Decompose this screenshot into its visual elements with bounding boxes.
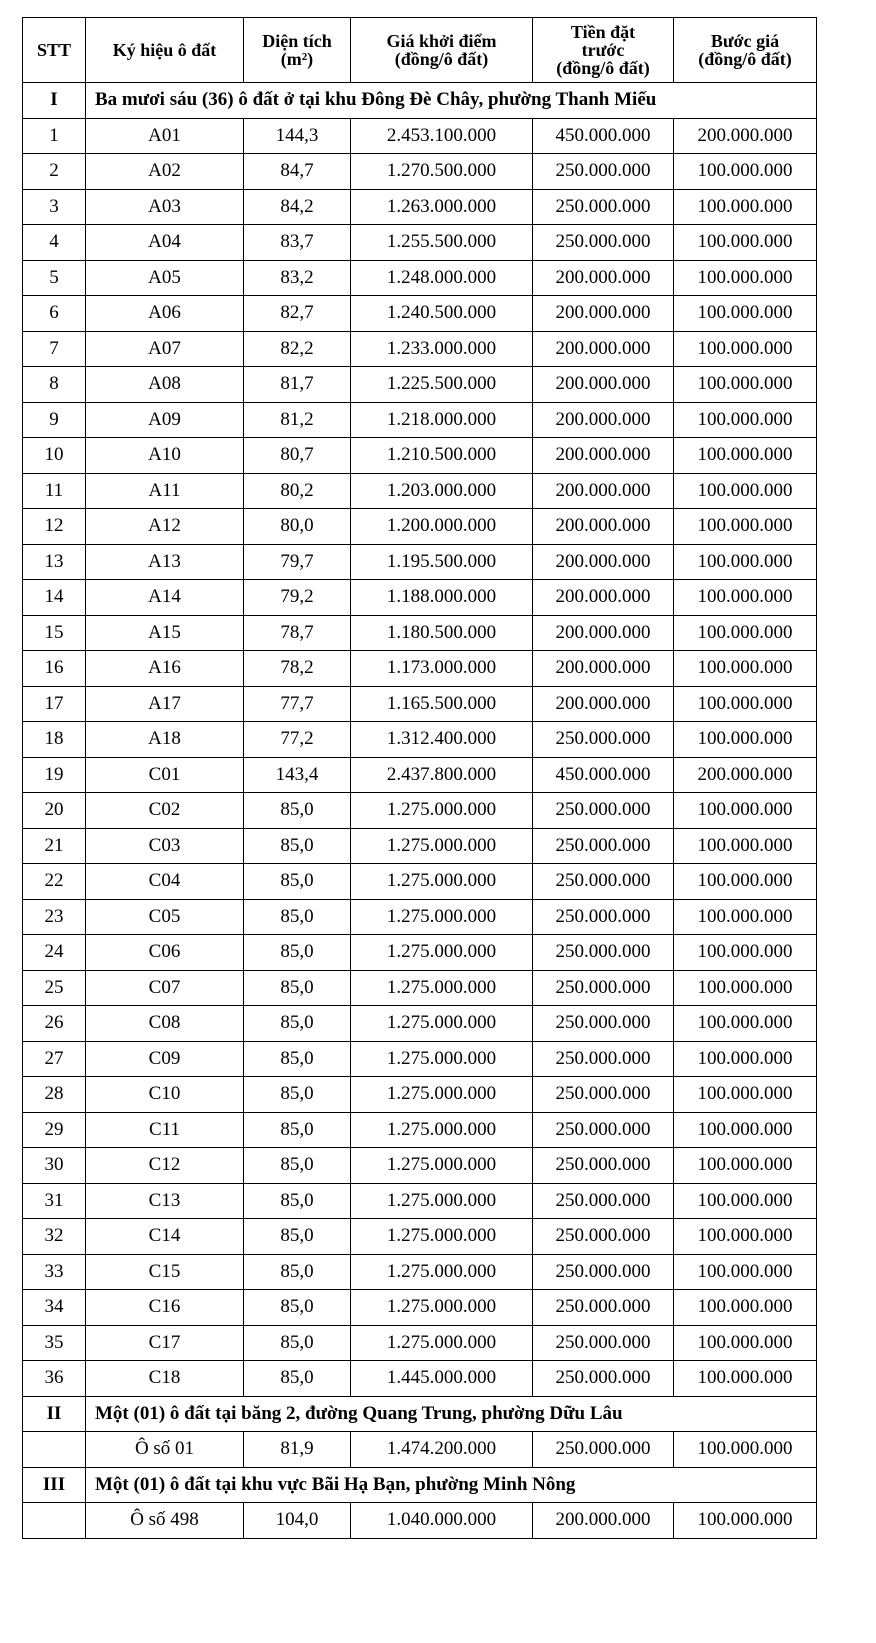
- cell-deposit: 200.000.000: [533, 686, 674, 722]
- cell-price-step: 100.000.000: [674, 225, 817, 261]
- cell-area: 80,0: [244, 509, 351, 545]
- cell-code: C15: [86, 1254, 244, 1290]
- cell-start-price: 1.275.000.000: [351, 1290, 533, 1326]
- cell-code: Ô số 498: [86, 1503, 244, 1539]
- cell-code: A14: [86, 580, 244, 616]
- cell-start-price: 1.445.000.000: [351, 1361, 533, 1397]
- cell-start-price: 1.275.000.000: [351, 970, 533, 1006]
- cell-stt: 20: [23, 793, 86, 829]
- cell-start-price: 1.263.000.000: [351, 189, 533, 225]
- cell-price-step: 100.000.000: [674, 154, 817, 190]
- table-row: [23, 1290, 817, 1326]
- cell-start-price: 1.275.000.000: [351, 1112, 533, 1148]
- cell-stt: 17: [23, 686, 86, 722]
- cell-start-price: 1.233.000.000: [351, 331, 533, 367]
- table-row: [23, 367, 817, 403]
- cell-price-step: 200.000.000: [674, 118, 817, 154]
- header-code: Ký hiệu ô đất: [86, 18, 244, 83]
- cell-price-step: 100.000.000: [674, 473, 817, 509]
- section-title: Một (01) ô đất tại băng 2, đường Quang Trung, phường Dữu Lâu: [86, 1396, 817, 1432]
- cell-area: 82,7: [244, 296, 351, 332]
- cell-code: A04: [86, 225, 244, 261]
- cell-deposit: 250.000.000: [533, 1148, 674, 1184]
- table-row: [23, 935, 817, 971]
- cell-start-price: 1.195.500.000: [351, 544, 533, 580]
- cell-deposit: 200.000.000: [533, 473, 674, 509]
- cell-deposit: 250.000.000: [533, 1361, 674, 1397]
- table-row: [23, 189, 817, 225]
- cell-start-price: 1.275.000.000: [351, 1148, 533, 1184]
- cell-stt: 21: [23, 828, 86, 864]
- cell-area: 77,2: [244, 722, 351, 758]
- cell-area: 85,0: [244, 1183, 351, 1219]
- cell-area: 85,0: [244, 1219, 351, 1255]
- cell-start-price: 1.275.000.000: [351, 1041, 533, 1077]
- cell-code: C01: [86, 757, 244, 793]
- cell-stt: 36: [23, 1361, 86, 1397]
- cell-start-price: 1.474.200.000: [351, 1432, 533, 1468]
- cell-area: 85,0: [244, 970, 351, 1006]
- cell-deposit: 250.000.000: [533, 225, 674, 261]
- cell-price-step: 100.000.000: [674, 367, 817, 403]
- cell-price-step: 100.000.000: [674, 615, 817, 651]
- table-row: [23, 1219, 817, 1255]
- cell-code: A07: [86, 331, 244, 367]
- section-row: [23, 1467, 817, 1503]
- table-row: [23, 473, 817, 509]
- cell-deposit: 250.000.000: [533, 864, 674, 900]
- cell-price-step: 100.000.000: [674, 260, 817, 296]
- cell-deposit: 200.000.000: [533, 544, 674, 580]
- cell-code: C05: [86, 899, 244, 935]
- table-row: [23, 1361, 817, 1397]
- table-row: [23, 1148, 817, 1184]
- cell-deposit: 250.000.000: [533, 1219, 674, 1255]
- table-row: [23, 580, 817, 616]
- cell-start-price: 1.275.000.000: [351, 1077, 533, 1113]
- cell-area: 85,0: [244, 864, 351, 900]
- table-row: [23, 1432, 817, 1468]
- cell-price-step: 100.000.000: [674, 1503, 817, 1539]
- cell-price-step: 100.000.000: [674, 1006, 817, 1042]
- cell-code: A13: [86, 544, 244, 580]
- cell-stt: 16: [23, 651, 86, 687]
- cell-code: A17: [86, 686, 244, 722]
- cell-area: 80,7: [244, 438, 351, 474]
- cell-price-step: 100.000.000: [674, 1290, 817, 1326]
- cell-deposit: 250.000.000: [533, 1041, 674, 1077]
- cell-deposit: 200.000.000: [533, 1503, 674, 1539]
- cell-start-price: 1.275.000.000: [351, 864, 533, 900]
- cell-deposit: 250.000.000: [533, 1006, 674, 1042]
- cell-area: 85,0: [244, 1148, 351, 1184]
- header-stt: STT: [23, 18, 86, 83]
- cell-start-price: 1.173.000.000: [351, 651, 533, 687]
- cell-stt: 34: [23, 1290, 86, 1326]
- cell-price-step: 100.000.000: [674, 1361, 817, 1397]
- cell-price-step: 100.000.000: [674, 828, 817, 864]
- cell-stt: [23, 1432, 86, 1468]
- cell-area: 85,0: [244, 935, 351, 971]
- table-row: [23, 864, 817, 900]
- cell-stt: 35: [23, 1325, 86, 1361]
- cell-stt: 32: [23, 1219, 86, 1255]
- cell-code: C11: [86, 1112, 244, 1148]
- cell-code: A16: [86, 651, 244, 687]
- cell-area: 80,2: [244, 473, 351, 509]
- cell-deposit: 450.000.000: [533, 118, 674, 154]
- cell-stt: 14: [23, 580, 86, 616]
- cell-area: 78,2: [244, 651, 351, 687]
- table-row: [23, 118, 817, 154]
- section-number: II: [23, 1396, 86, 1432]
- cell-deposit: 250.000.000: [533, 1183, 674, 1219]
- cell-start-price: 1.203.000.000: [351, 473, 533, 509]
- cell-price-step: 100.000.000: [674, 1254, 817, 1290]
- cell-deposit: 250.000.000: [533, 189, 674, 225]
- table-row: [23, 296, 817, 332]
- table-row: [23, 260, 817, 296]
- cell-deposit: 200.000.000: [533, 331, 674, 367]
- cell-start-price: 1.040.000.000: [351, 1503, 533, 1539]
- cell-stt: 1: [23, 118, 86, 154]
- table-row: [23, 1077, 817, 1113]
- cell-start-price: 1.275.000.000: [351, 793, 533, 829]
- cell-deposit: 250.000.000: [533, 1325, 674, 1361]
- cell-stt: 22: [23, 864, 86, 900]
- cell-code: A12: [86, 509, 244, 545]
- cell-stt: 7: [23, 331, 86, 367]
- cell-area: 77,7: [244, 686, 351, 722]
- section-number: III: [23, 1467, 86, 1503]
- table-row: [23, 615, 817, 651]
- cell-start-price: 2.437.800.000: [351, 757, 533, 793]
- cell-price-step: 100.000.000: [674, 296, 817, 332]
- table-row: [23, 1503, 817, 1539]
- table-row: [23, 899, 817, 935]
- cell-start-price: 1.275.000.000: [351, 899, 533, 935]
- cell-stt: 4: [23, 225, 86, 261]
- cell-code: C04: [86, 864, 244, 900]
- cell-start-price: 1.225.500.000: [351, 367, 533, 403]
- cell-area: 85,0: [244, 1290, 351, 1326]
- cell-area: 85,0: [244, 1041, 351, 1077]
- cell-code: Ô số 01: [86, 1432, 244, 1468]
- header-start-price: Giá khởi điểm (đồng/ô đất): [351, 18, 533, 83]
- cell-deposit: 250.000.000: [533, 970, 674, 1006]
- cell-code: A05: [86, 260, 244, 296]
- table-row: [23, 225, 817, 261]
- table-row: [23, 722, 817, 758]
- cell-code: C10: [86, 1077, 244, 1113]
- cell-start-price: 1.248.000.000: [351, 260, 533, 296]
- cell-price-step: 100.000.000: [674, 544, 817, 580]
- cell-start-price: 1.275.000.000: [351, 1325, 533, 1361]
- cell-price-step: 100.000.000: [674, 864, 817, 900]
- cell-stt: 11: [23, 473, 86, 509]
- header-area: Diện tích (m²): [244, 18, 351, 83]
- cell-start-price: 1.275.000.000: [351, 1219, 533, 1255]
- cell-code: C17: [86, 1325, 244, 1361]
- cell-stt: 18: [23, 722, 86, 758]
- section-number: I: [23, 83, 86, 119]
- cell-deposit: 250.000.000: [533, 935, 674, 971]
- cell-start-price: 1.200.000.000: [351, 509, 533, 545]
- cell-price-step: 100.000.000: [674, 651, 817, 687]
- cell-start-price: 1.275.000.000: [351, 1006, 533, 1042]
- cell-start-price: 1.165.500.000: [351, 686, 533, 722]
- cell-code: C12: [86, 1148, 244, 1184]
- cell-price-step: 100.000.000: [674, 1325, 817, 1361]
- table-row: [23, 970, 817, 1006]
- table-row: [23, 1183, 817, 1219]
- cell-start-price: 1.275.000.000: [351, 1183, 533, 1219]
- cell-stt: 24: [23, 935, 86, 971]
- cell-code: C13: [86, 1183, 244, 1219]
- cell-start-price: 2.453.100.000: [351, 118, 533, 154]
- cell-area: 85,0: [244, 1325, 351, 1361]
- section-title: Ba mươi sáu (36) ô đất ở tại khu Đông Đè Chây, phường Thanh Miếu: [86, 83, 817, 119]
- cell-area: 144,3: [244, 118, 351, 154]
- cell-area: 79,7: [244, 544, 351, 580]
- cell-deposit: 250.000.000: [533, 1077, 674, 1113]
- table-row: [23, 1112, 817, 1148]
- cell-deposit: 250.000.000: [533, 793, 674, 829]
- table-row: [23, 757, 817, 793]
- cell-code: A02: [86, 154, 244, 190]
- table-row: [23, 651, 817, 687]
- cell-deposit: 200.000.000: [533, 615, 674, 651]
- header-row: [23, 18, 817, 83]
- section-row: [23, 83, 817, 119]
- cell-deposit: 250.000.000: [533, 899, 674, 935]
- cell-area: 84,2: [244, 189, 351, 225]
- cell-start-price: 1.180.500.000: [351, 615, 533, 651]
- cell-price-step: 100.000.000: [674, 402, 817, 438]
- table-row: [23, 1041, 817, 1077]
- cell-area: 85,0: [244, 793, 351, 829]
- cell-area: 81,2: [244, 402, 351, 438]
- cell-area: 85,0: [244, 1112, 351, 1148]
- section-row: [23, 1396, 817, 1432]
- cell-deposit: 250.000.000: [533, 1290, 674, 1326]
- cell-price-step: 100.000.000: [674, 1112, 817, 1148]
- table-row: [23, 793, 817, 829]
- cell-price-step: 100.000.000: [674, 1148, 817, 1184]
- cell-code: C09: [86, 1041, 244, 1077]
- cell-start-price: 1.275.000.000: [351, 828, 533, 864]
- cell-code: C07: [86, 970, 244, 1006]
- cell-code: A15: [86, 615, 244, 651]
- table-row: [23, 1325, 817, 1361]
- cell-deposit: 200.000.000: [533, 367, 674, 403]
- cell-stt: 19: [23, 757, 86, 793]
- cell-price-step: 100.000.000: [674, 970, 817, 1006]
- header-price-step: Bước giá (đồng/ô đất): [674, 18, 817, 83]
- cell-price-step: 100.000.000: [674, 1432, 817, 1468]
- cell-price-step: 100.000.000: [674, 1077, 817, 1113]
- cell-price-step: 100.000.000: [674, 1219, 817, 1255]
- cell-start-price: 1.275.000.000: [351, 1254, 533, 1290]
- cell-price-step: 100.000.000: [674, 1183, 817, 1219]
- cell-stt: 30: [23, 1148, 86, 1184]
- cell-code: A09: [86, 402, 244, 438]
- cell-start-price: 1.255.500.000: [351, 225, 533, 261]
- cell-code: A08: [86, 367, 244, 403]
- cell-code: A11: [86, 473, 244, 509]
- cell-price-step: 100.000.000: [674, 722, 817, 758]
- cell-stt: 31: [23, 1183, 86, 1219]
- table-row: [23, 1006, 817, 1042]
- cell-area: 143,4: [244, 757, 351, 793]
- land-auction-table: [22, 17, 817, 1539]
- cell-stt: 3: [23, 189, 86, 225]
- cell-deposit: 250.000.000: [533, 1254, 674, 1290]
- cell-code: C14: [86, 1219, 244, 1255]
- cell-area: 84,7: [244, 154, 351, 190]
- cell-area: 104,0: [244, 1503, 351, 1539]
- table-row: [23, 686, 817, 722]
- cell-stt: 33: [23, 1254, 86, 1290]
- cell-deposit: 250.000.000: [533, 722, 674, 758]
- cell-stt: 27: [23, 1041, 86, 1077]
- cell-start-price: 1.188.000.000: [351, 580, 533, 616]
- cell-stt: 25: [23, 970, 86, 1006]
- cell-deposit: 200.000.000: [533, 580, 674, 616]
- cell-price-step: 100.000.000: [674, 438, 817, 474]
- cell-code: C06: [86, 935, 244, 971]
- cell-price-step: 100.000.000: [674, 899, 817, 935]
- cell-price-step: 100.000.000: [674, 935, 817, 971]
- cell-stt: 8: [23, 367, 86, 403]
- table-row: [23, 331, 817, 367]
- cell-area: 79,2: [244, 580, 351, 616]
- cell-start-price: 1.312.400.000: [351, 722, 533, 758]
- cell-area: 82,2: [244, 331, 351, 367]
- cell-code: A18: [86, 722, 244, 758]
- cell-price-step: 100.000.000: [674, 1041, 817, 1077]
- table-row: [23, 1254, 817, 1290]
- cell-code: A06: [86, 296, 244, 332]
- table-body: [23, 83, 817, 1539]
- cell-stt: 26: [23, 1006, 86, 1042]
- table-row: [23, 828, 817, 864]
- cell-deposit: 200.000.000: [533, 438, 674, 474]
- cell-start-price: 1.240.500.000: [351, 296, 533, 332]
- cell-area: 85,0: [244, 1361, 351, 1397]
- cell-stt: 6: [23, 296, 86, 332]
- cell-area: 85,0: [244, 899, 351, 935]
- table-row: [23, 544, 817, 580]
- cell-price-step: 100.000.000: [674, 331, 817, 367]
- cell-area: 81,9: [244, 1432, 351, 1468]
- cell-code: A10: [86, 438, 244, 474]
- cell-price-step: 100.000.000: [674, 580, 817, 616]
- cell-deposit: 200.000.000: [533, 509, 674, 545]
- cell-area: 85,0: [244, 828, 351, 864]
- cell-deposit: 250.000.000: [533, 1432, 674, 1468]
- cell-price-step: 100.000.000: [674, 686, 817, 722]
- cell-price-step: 100.000.000: [674, 793, 817, 829]
- cell-stt: 28: [23, 1077, 86, 1113]
- cell-deposit: 250.000.000: [533, 154, 674, 190]
- cell-stt: [23, 1503, 86, 1539]
- cell-deposit: 200.000.000: [533, 651, 674, 687]
- cell-deposit: 200.000.000: [533, 260, 674, 296]
- cell-price-step: 100.000.000: [674, 509, 817, 545]
- cell-deposit: 450.000.000: [533, 757, 674, 793]
- cell-deposit: 200.000.000: [533, 402, 674, 438]
- cell-stt: 23: [23, 899, 86, 935]
- cell-deposit: 250.000.000: [533, 828, 674, 864]
- cell-deposit: 200.000.000: [533, 296, 674, 332]
- cell-deposit: 250.000.000: [533, 1112, 674, 1148]
- cell-stt: 2: [23, 154, 86, 190]
- cell-code: A03: [86, 189, 244, 225]
- cell-area: 85,0: [244, 1077, 351, 1113]
- cell-stt: 15: [23, 615, 86, 651]
- header-deposit: Tiền đặt trước (đồng/ô đất): [533, 18, 674, 83]
- cell-code: C18: [86, 1361, 244, 1397]
- cell-area: 85,0: [244, 1254, 351, 1290]
- cell-stt: 13: [23, 544, 86, 580]
- cell-start-price: 1.210.500.000: [351, 438, 533, 474]
- cell-stt: 10: [23, 438, 86, 474]
- cell-start-price: 1.270.500.000: [351, 154, 533, 190]
- cell-stt: 12: [23, 509, 86, 545]
- cell-price-step: 100.000.000: [674, 189, 817, 225]
- cell-stt: 9: [23, 402, 86, 438]
- cell-area: 85,0: [244, 1006, 351, 1042]
- table-row: [23, 438, 817, 474]
- cell-code: C08: [86, 1006, 244, 1042]
- cell-start-price: 1.218.000.000: [351, 402, 533, 438]
- cell-stt: 5: [23, 260, 86, 296]
- table-row: [23, 509, 817, 545]
- cell-area: 83,2: [244, 260, 351, 296]
- cell-code: A01: [86, 118, 244, 154]
- cell-area: 81,7: [244, 367, 351, 403]
- cell-area: 83,7: [244, 225, 351, 261]
- cell-code: C16: [86, 1290, 244, 1326]
- table-row: [23, 402, 817, 438]
- cell-stt: 29: [23, 1112, 86, 1148]
- section-title: Một (01) ô đất tại khu vực Bãi Hạ Bạn, phường Minh Nông: [86, 1467, 817, 1503]
- cell-area: 78,7: [244, 615, 351, 651]
- cell-code: C02: [86, 793, 244, 829]
- cell-price-step: 200.000.000: [674, 757, 817, 793]
- cell-start-price: 1.275.000.000: [351, 935, 533, 971]
- cell-code: C03: [86, 828, 244, 864]
- table-row: [23, 154, 817, 190]
